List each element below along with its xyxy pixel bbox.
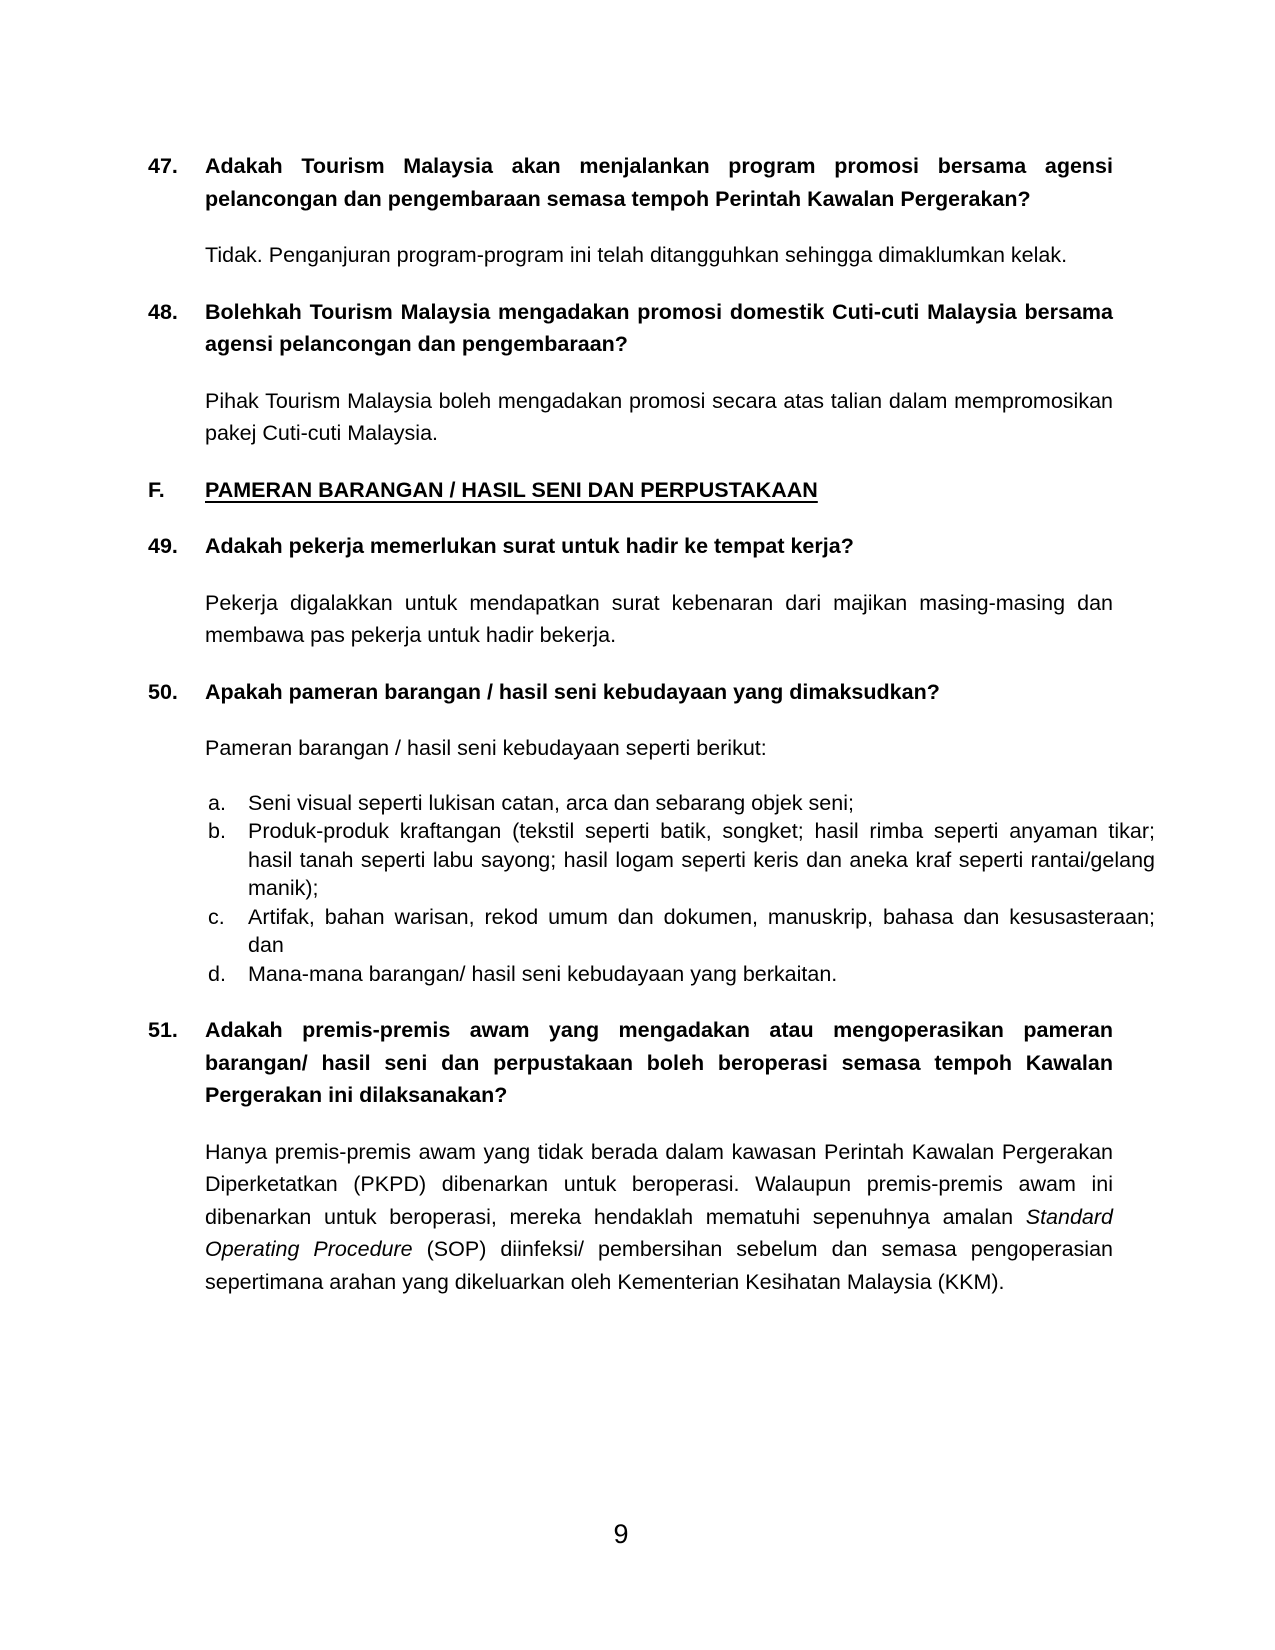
section-title: PAMERAN BARANGAN / HASIL SENI DAN PERPUSTAKAAN xyxy=(205,477,818,502)
list-marker: b. xyxy=(208,819,226,843)
list-item-text: Seni visual seperti lukisan catan, arca dan sebarang objek seni; xyxy=(248,790,854,815)
list-item xyxy=(208,960,1158,989)
question-text: Adakah premis-premis awam yang mengadakan atau mengoperasikan pameran barangan/ hasil seni dan perpustakaan boleh beroperasi semasa tempoh Kawalan Pergerakan ini dilaksanakan? xyxy=(205,1018,1113,1107)
answer-text: Pekerja digalakkan untuk mendapatkan surat kebenaran dari majikan masing-masing dan membawa pas pekerja untuk hadir bekerja. xyxy=(205,590,1113,647)
list-item-text: Produk-produk kraftangan (tekstil seperti batik, songket; hasil rimba seperti anyaman tikar; hasil tanah seperti labu sayong; hasil logam seperti keris dan aneka kraf seperti rantai/gelang manik); xyxy=(248,819,1155,900)
section-heading-f xyxy=(148,474,1158,507)
page-number: 9 xyxy=(613,1519,629,1549)
answer-text: Tidak. Penganjuran program-program ini telah ditangguhkan sehingga dimaklumkan kelak. xyxy=(205,243,1068,267)
faq-item-49 xyxy=(148,530,1158,652)
list-item-text: Artifak, bahan warisan, rekod umum dan dokumen, manuskrip, bahasa dan kesusasteraan; dan xyxy=(248,904,1155,957)
answer-intro-text: Pameran barangan / hasil seni kebudayaan seperti berikut: xyxy=(205,736,767,760)
list-marker: d. xyxy=(208,961,226,986)
culture-items-list xyxy=(208,789,1158,989)
question-number: 51. xyxy=(148,1018,178,1042)
faq-item-47 xyxy=(148,150,1158,272)
list-marker: c. xyxy=(208,904,225,929)
list-item xyxy=(208,817,1158,903)
faq-item-48 xyxy=(148,296,1158,450)
list-item xyxy=(208,903,1158,960)
question-number: 48. xyxy=(148,299,178,324)
answer-part-post: (SOP) diinfeksi/ pembersihan sebelum dan semasa pengoperasian sepertimana arahan yang dikeluarkan oleh Kementerian Kesihatan Malaysia (KKM). xyxy=(205,1237,1113,1294)
question-text: Adakah pekerja memerlukan surat untuk hadir ke tempat kerja? xyxy=(205,534,854,558)
list-item xyxy=(208,789,1158,818)
question-text: Adakah Tourism Malaysia akan menjalankan program promosi bersama agensi pelancongan dan pengembaraan semasa tempoh Perintah Kawalan Pergerakan? xyxy=(205,154,1113,211)
answer-part-italic: Standard Operating Procedure xyxy=(205,1204,1113,1261)
faq-item-51 xyxy=(148,1014,1158,1298)
question-number: 47. xyxy=(148,154,178,178)
question-text: Bolehkah Tourism Malaysia mengadakan promosi domestik Cuti-cuti Malaysia bersama agensi pelancongan dan pengembaraan? xyxy=(205,299,1113,356)
question-number: 50. xyxy=(148,679,178,704)
answer-part-pre: Hanya premis-premis awam yang tidak berada dalam kawasan Perintah Kawalan Pergerakan Diperketatkan (PKPD) dibenarkan untuk beroperasi. Walaupun premis-premis awam ini dibenarkan untuk beroperasi, mereka hendaklah mematuhi sepenuhnya amalan xyxy=(205,1139,1113,1229)
question-number: 49. xyxy=(148,534,178,558)
question-text: Apakah pameran barangan / hasil seni kebudayaan yang dimaksudkan? xyxy=(205,679,940,704)
list-item-text: Mana-mana barangan/ hasil seni kebudayaan yang berkaitan. xyxy=(248,961,838,986)
answer-text xyxy=(205,1136,1113,1299)
answer-text: Pihak Tourism Malaysia boleh mengadakan promosi secara atas talian dalam mempromosikan pakej Cuti-cuti Malaysia. xyxy=(205,388,1113,445)
document-body xyxy=(148,150,1158,1322)
section-letter: F. xyxy=(148,477,165,502)
faq-item-50 xyxy=(148,676,1158,989)
list-marker: a. xyxy=(208,790,226,815)
